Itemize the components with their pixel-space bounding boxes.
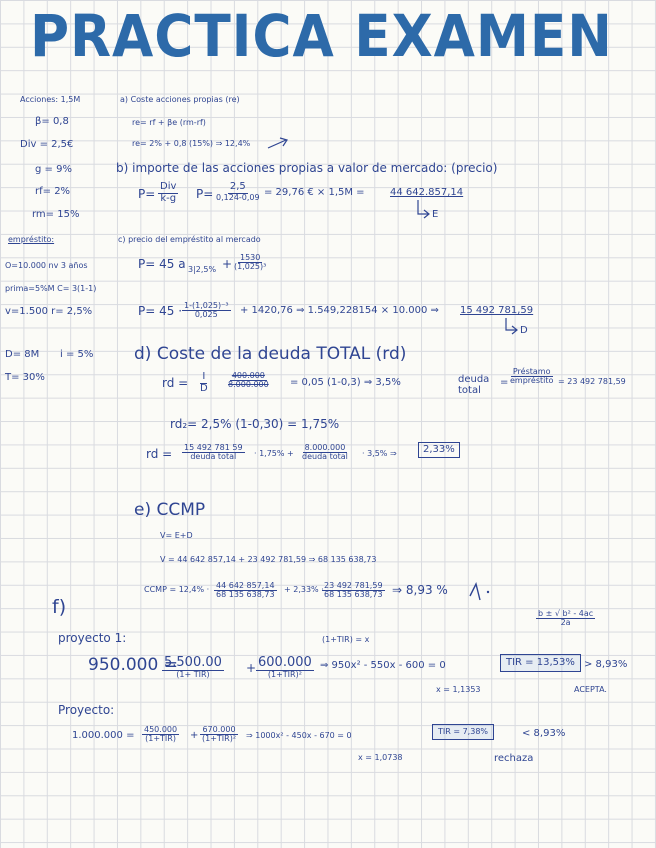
deuda-value: D= 8M [5,349,40,360]
beta-value: β= 0,8 [35,116,69,127]
section-d-rd1-den: D [200,382,208,394]
section-f-project1-den1: (1+ TIR) [176,669,210,679]
section-f-project1-decision: ACEPTA. [574,685,607,694]
section-f-project2-compare: < 8,93% [522,728,566,739]
growth-value: g = 9% [35,164,72,175]
section-f-project2-lhs: 1.000.000 = [72,730,135,741]
section-d-rd3-lhs: rd = [146,447,173,461]
arrow-a-head [280,138,287,146]
section-e-heading: e) CCMP [134,500,206,520]
section-e-ccmp-fraction1 [214,582,277,600]
section-d-rd3-num2: 8.000.000 [304,443,346,452]
section-d-rd3-den1: deuda total [190,452,237,462]
section-e-ccmp-mid: + 2,33% · [284,585,324,594]
section-c-line1-sub: 3|2,5% [188,265,217,274]
section-d-deuda-eq: = [500,377,509,388]
section-f-formula-den: 2a [560,618,571,628]
prima-value: prima=5%M C= 3(1-1) [5,284,97,293]
section-c-line1-plus: + [222,257,233,271]
section-b-p1-den: k-g [160,192,177,204]
section-f-project2-x: x = 1,0738 [358,753,403,762]
section-b-p1-lhs: P= [138,187,156,201]
section-f-heading: f) [52,596,67,618]
section-b-p2-fraction [214,182,262,202]
section-c-line1-num: 1530 [240,253,261,262]
section-f-project2-decision: rechaza [494,753,534,764]
section-f-project1-plus: + [246,661,257,675]
section-f-quadratic-formula [536,610,595,628]
section-b-total: 44 642.857,14 [390,187,464,198]
section-e-ccmp-lhs: CCMP = 12,4% · [144,585,210,594]
section-f-project2-den2: (1+TIR)² [202,734,237,744]
section-a-formula: re= rf + βe (rm-rf) [132,118,206,127]
section-c-debt-label: D [520,325,528,336]
section-e-ccmp-fraction2 [322,582,385,600]
section-f-project1-den2: (1+TIR)² [267,669,302,679]
section-f-project2-num1: 450.000 [144,725,178,734]
section-c-line2-b: + 1420,76 ⇒ 1.549,228154 × 10.000 ⇒ [240,305,439,316]
ccmp-check-mark [470,584,480,600]
section-b-p2-lhs: P= [196,187,214,201]
section-b-heading: b) importe de las acciones propias a valor de mercado: (precio) [116,161,498,175]
section-e-line2: V = 44 642 857,14 + 23 492 781,59 ⇒ 68 135 638,73 [160,555,377,564]
section-d-rd2: rd₂= 2,5% (1-0,30) = 1,75% [170,417,340,431]
section-a-result: re= 2% + 0,8 (15%) ⇒ 12,4% [132,139,251,148]
section-d-deuda-rhs: = 23 492 781,59 [558,377,626,386]
section-d-rd1-fraction2 [226,372,271,390]
section-b-result: = 29,76 € × 1,5M = [264,187,365,198]
section-d-rd1-fraction [198,372,210,394]
section-f-project1-tir-box: TIR = 13,53% [500,654,581,672]
section-b-equity-label: E [432,209,439,220]
arrow-e-head [424,210,429,218]
rf-value: rf= 2% [35,186,71,197]
section-f-formula-num: b ± √ b² - 4ac [538,609,594,618]
page-title: PRACTICA EXAMEN [30,2,613,70]
arrow-d-head [512,326,517,334]
section-f-project2-num2: 670.000 [202,725,236,734]
section-d-rd3-mid: · 1,75% + [254,449,294,458]
section-f-project1-num2: 600.000 [258,655,312,670]
section-f-project2-fraction1 [142,726,179,744]
section-f-project1-x: x = 1,1353 [436,685,481,694]
section-e-ccmp-den1: 68 135 638,73 [216,590,275,600]
section-f-project2-tir-box: TIR = 7,38% [432,724,494,740]
section-c-line2-den: 0,025 [194,310,218,320]
arrow-a-mark [268,140,286,148]
section-d-rd3-fraction2 [300,444,350,462]
emprestito-heading: empréstito: [8,235,55,244]
dividend-value: Div = 2,5€ [20,139,74,150]
section-b-p1-fraction [158,182,178,204]
section-d-rd3-num1: 15 492 781 59 [184,443,243,452]
arrow-e-mark [418,200,428,214]
section-f-project1-fraction2 [256,656,314,679]
section-e-ccmp-result: ⇒ 8,93 % [392,583,448,597]
interes-value: i = 5% [60,349,94,360]
section-d-deuda-num: Préstamo [512,367,551,376]
section-e-ccmp-den2: 68 135 638,73 [324,590,383,600]
section-d-deuda-fraction [508,368,555,386]
section-f-project2-plus: + [190,730,199,741]
section-c-line2-fraction [182,302,231,320]
section-d-rd1-den2: 8.000.000 [228,380,269,390]
section-d-rd3-den2: deuda total [302,452,348,462]
section-e-ccmp-num2: 23 492 781,59 [324,581,383,590]
section-e-ccmp-num1: 44 642 857,14 [216,581,275,590]
tax-value: T= 30% [5,372,45,383]
cupon-value: v=1.500 r= 2,5% [5,306,93,317]
section-c-line1-a: P= 45 a [138,257,186,271]
section-d-rd3-fraction1 [182,444,245,462]
section-f-project2-den1: (1+TIR) [145,734,176,744]
section-f-project2-equation: ⇒ 1000x² - 450x - 670 = 0 [246,731,352,740]
section-c-line2-total: 15 492 781,59 [460,305,534,316]
section-c-heading: c) precio del empréstito al mercado [118,235,261,244]
section-f-project1-equation: ⇒ 950x² - 550x - 600 = 0 [320,660,446,671]
section-e-line1: V= E+D [160,531,193,540]
section-c-line1-fraction [232,254,268,272]
obligaciones-value: O=10.000 nv 3 años [5,261,88,270]
ccmp-dot [487,591,489,593]
section-f-project2-fraction2 [200,726,238,744]
section-b-p2-num: 2,5 [229,181,246,192]
section-c-line2-num: 1-(1,025)⁻³ [184,301,229,310]
section-d-rd1-lhs: rd = [162,376,189,390]
section-d-deuda-total-label: deuda total [458,374,490,396]
section-d-rd-result-box: 2,33% [418,442,460,458]
section-c-line1-den: (1,025)³ [234,262,267,272]
section-b-p1-num: Div [160,181,177,192]
rm-value: rm= 15% [32,209,80,220]
section-f-project1-fraction1 [162,656,224,679]
section-f-project2-label: Proyecto: [58,703,115,717]
arrow-d-mark [506,318,516,330]
section-f-project1-label: proyecto 1: [58,631,127,645]
section-f-project1-sub: (1+TIR) = x [322,635,370,644]
section-c-line2-a: P= 45 · [138,304,183,318]
section-f-project1-compare: > 8,93% [584,659,628,670]
section-d-rd3-rhs: · 3,5% ⇒ [362,449,397,458]
acciones-value: Acciones: 1,5M [20,95,81,104]
section-b-p2-den: 0,124-0,09 [216,192,260,202]
section-d-heading: d) Coste de la deuda TOTAL (rd) [134,344,407,364]
section-a-heading: a) Coste acciones propias (re) [120,95,240,104]
section-d-rd1-num2: 400.000 [231,371,265,380]
section-d-rd1-num: I [202,371,206,382]
section-f-project1-num1: 5.500.00 [164,655,222,670]
section-f-project1-lhs: 950.000 = [88,655,178,675]
section-d-deuda-den: empréstito [510,376,554,386]
section-d-rd1-rhs: = 0,05 (1-0,3) ⇒ 3,5% [290,377,401,388]
